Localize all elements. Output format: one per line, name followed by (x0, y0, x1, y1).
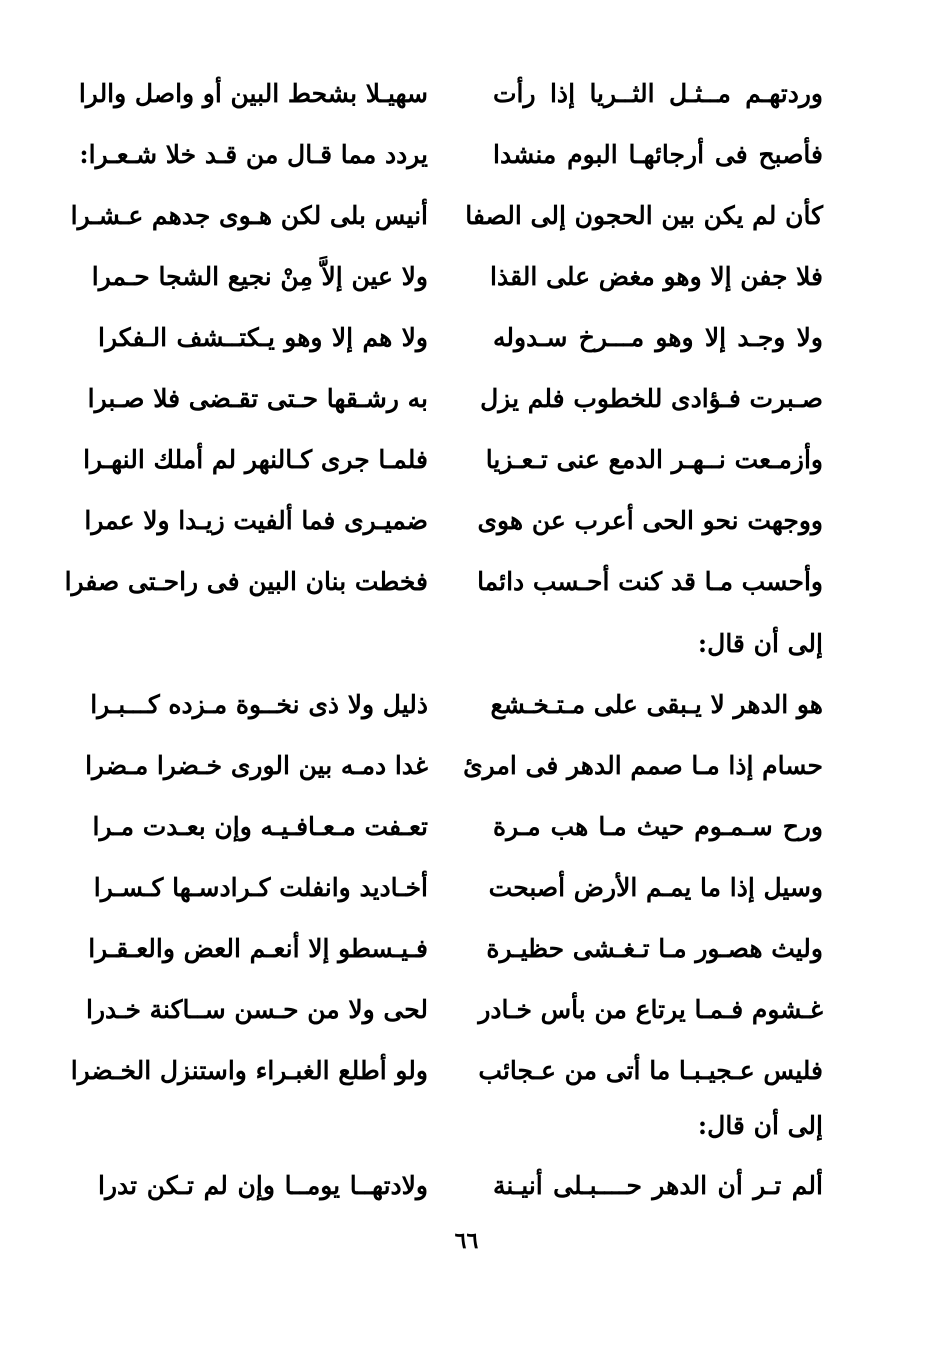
first-hemistich: ووجهت نحو الحى أعرب عن هوى (477, 506, 823, 535)
first-hemistich: ولا وجـد إلا وهو مـــرخ سـدوله (493, 323, 823, 352)
verse-line (0, 1041, 933, 1101)
page-number: ٦٦ (454, 1228, 479, 1254)
first-hemistich: وأحسب مـا قد كنت أحـسب دائما (477, 567, 823, 596)
first-hemistich: وردتهـم مــثـل الثــريا إذا رأت (493, 79, 823, 108)
first-hemistich: فليس عـجيـبـا ما أتى من عـجائب (478, 1056, 823, 1085)
second-hemistich: أخـاديد وانفلت كـرادسـها كـسـرا (93, 873, 428, 902)
second-hemistich: ولا عين إلاَّ مِنْ نجيع الشجا حـمرا (91, 262, 428, 291)
second-hemistich: ضميـرى فما ألفيت زيـدا ولا عمرا (84, 506, 428, 535)
second-hemistich: ذليل ولا ذى نخــوة مـزده كـــبـرا (90, 690, 428, 719)
verse-line (0, 797, 933, 857)
verse-line (0, 552, 933, 612)
verse-line (0, 125, 933, 185)
interlude-heading: إلى أن قال: (697, 629, 823, 658)
second-hemistich: يردد مما قـال من قـد خلا شـعـرا: (79, 140, 428, 169)
first-hemistich: فأصبح فى أرجائهـا البوم منشدا (493, 140, 823, 169)
verse-line (0, 980, 933, 1040)
first-hemistich: حسام إذا مـا صمم الدهر فى امرئ (463, 751, 823, 780)
second-hemistich: لحى ولا من حـسن ســاكنة خـدرا (86, 995, 428, 1024)
first-hemistich: صـبرت فـؤادى للخطوب فلم يزل (480, 384, 823, 413)
second-hemistich: ولا هم إلا وهو يـكتــشف الـفكرا (98, 323, 428, 352)
first-hemistich: ألم تـر أن الدهر حــــبـلى أنيـنة (493, 1171, 823, 1200)
first-hemistich: كأن لم يكن بين الحجون إلى الصفا (465, 201, 823, 230)
verse-line (0, 675, 933, 735)
verse-line (0, 186, 933, 246)
interlude-heading: إلى أن قال: (697, 1111, 823, 1140)
second-hemistich: ولادتهــا يومــا وإن لم تـكن تدرا (98, 1171, 428, 1200)
verse-line (0, 1156, 933, 1216)
first-hemistich: فلا جفن إلا وهو مغض على القذا (490, 262, 823, 291)
verse-line (0, 369, 933, 429)
second-hemistich: به رشـقها حـتى تقـضى فلا صـبرا (87, 384, 428, 413)
second-hemistich: غدا دمـه بين الورى خـضرا مـضرا (85, 751, 428, 780)
verse-line (0, 736, 933, 796)
first-hemistich: هو الدهر لا يـبقى على مـتـخـشع (490, 690, 823, 719)
first-hemistich: ورح سـمـوم حيث مـا هب مـرة (493, 812, 823, 841)
verse-line (0, 247, 933, 307)
first-hemistich: وأزمـعت نــهـر الدمع عنى تـعـزيا (485, 445, 823, 474)
second-hemistich: ولو أطلع الغبـراء واستنزل الخـضرا (70, 1056, 428, 1085)
verse-line (0, 64, 933, 124)
second-hemistich: تعـفت مـعـافـيـه وإن بعـدت مـرا (92, 812, 428, 841)
second-hemistich: فلمـا جرى كـالنهر لم أملك النهـرا (83, 445, 428, 474)
first-hemistich: وليث هصـور مـا تـغـشى حظيـرة (486, 934, 823, 963)
verse-line (0, 858, 933, 918)
second-hemistich: سهيـلا بشحط البين أو واصل والرا (78, 79, 428, 108)
first-hemistich: غـشوم فـمـا يرتاع من بأس خـادر (478, 995, 823, 1024)
second-hemistich: أنيس بلى لكن هـوى جدهم عـشـرا (70, 201, 428, 230)
first-hemistich: وسيل إذا ما يمـم الأرض أصبحت (488, 873, 823, 902)
verse-line (0, 308, 933, 368)
verse-line (0, 919, 933, 979)
second-hemistich: فخطت بنان البين فى راحـتى صفرا (64, 567, 428, 596)
verse-line (0, 430, 933, 490)
verse-line (0, 491, 933, 551)
second-hemistich: فـيـسطو إلا أنعـم العض والعـقـرا (88, 934, 428, 963)
